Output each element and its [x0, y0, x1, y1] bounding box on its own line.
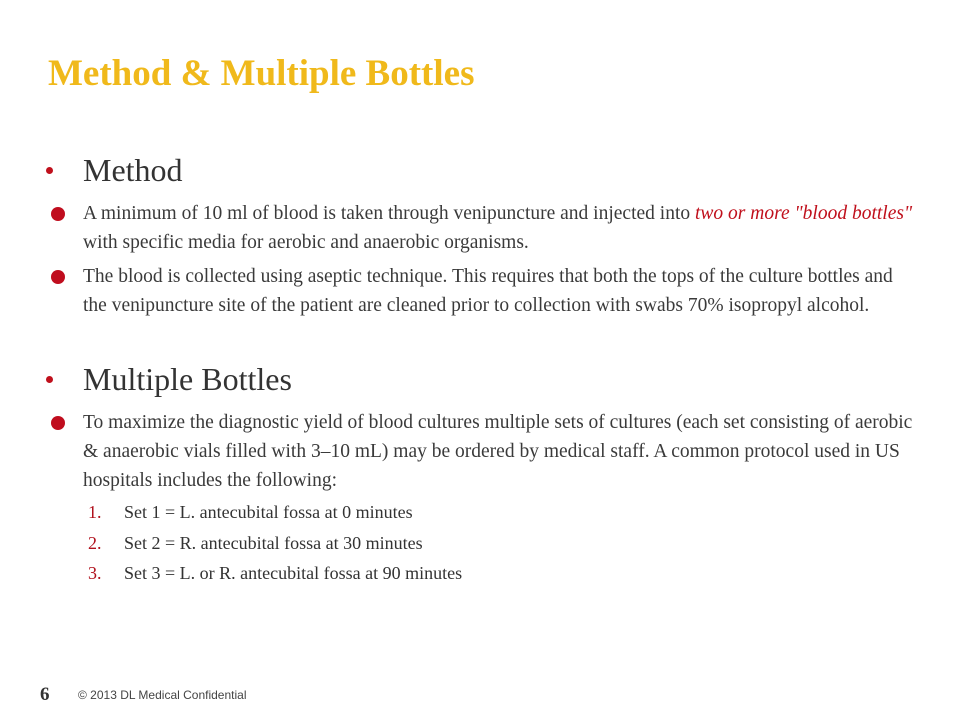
numbered-item-3: [88, 563, 462, 584]
bullet-text: A minimum of 10 ml of blood is taken through venipuncture and injected into: [83, 203, 695, 224]
bullet-icon: [46, 376, 53, 383]
heading-text: Multiple Bottles: [83, 361, 292, 397]
heading-text: Method: [83, 152, 183, 188]
slide-title: Method & Multiple Bottles: [48, 53, 475, 94]
item-text: Set 3 = L. or R. antecubital fossa at 90 minutes: [124, 563, 463, 583]
item-number: 1.: [88, 502, 102, 522]
bullet-icon: [51, 416, 65, 430]
bullet-icon: [51, 207, 65, 221]
emphasis-text: two or more "blood bottles": [694, 203, 913, 224]
bullet-icon: [46, 167, 53, 174]
item-number: 3.: [88, 563, 102, 583]
item-text: Set 1 = L. antecubital fossa at 0 minutes: [124, 502, 413, 522]
page-number: 6: [40, 684, 50, 705]
bullet-text: The blood is collected using aseptic technique. This requires that both the tops of the culture bottles and the venipuncture site of the patient are cleaned prior to collection with swabs 70% isopropyl alcohol.: [83, 266, 893, 316]
bullet-text: To maximize the diagnostic yield of blood cultures multiple sets of cultures (each set consisting of aerobic & anaerobic vials filled with 3–10 mL) may be ordered by medical staff. A common protocol used in US hospitals includes the following:: [83, 412, 913, 491]
item-number: 2.: [88, 533, 102, 553]
numbered-item-2: [88, 533, 423, 554]
method-bullet-2: [48, 262, 918, 320]
method-bullet-1: [48, 199, 918, 257]
item-text: Set 2 = R. antecubital fossa at 30 minutes: [124, 533, 423, 553]
bottles-bullet-1: [48, 408, 918, 495]
section-heading-method: [46, 152, 183, 189]
bullet-text-tail: with specific media for aerobic and anaerobic organisms.: [83, 232, 529, 253]
section-heading-multiple-bottles: [46, 361, 292, 398]
bullet-icon: [51, 270, 65, 284]
numbered-item-1: [88, 502, 413, 523]
copyright-notice: © 2013 DL Medical Confidential: [78, 688, 247, 702]
